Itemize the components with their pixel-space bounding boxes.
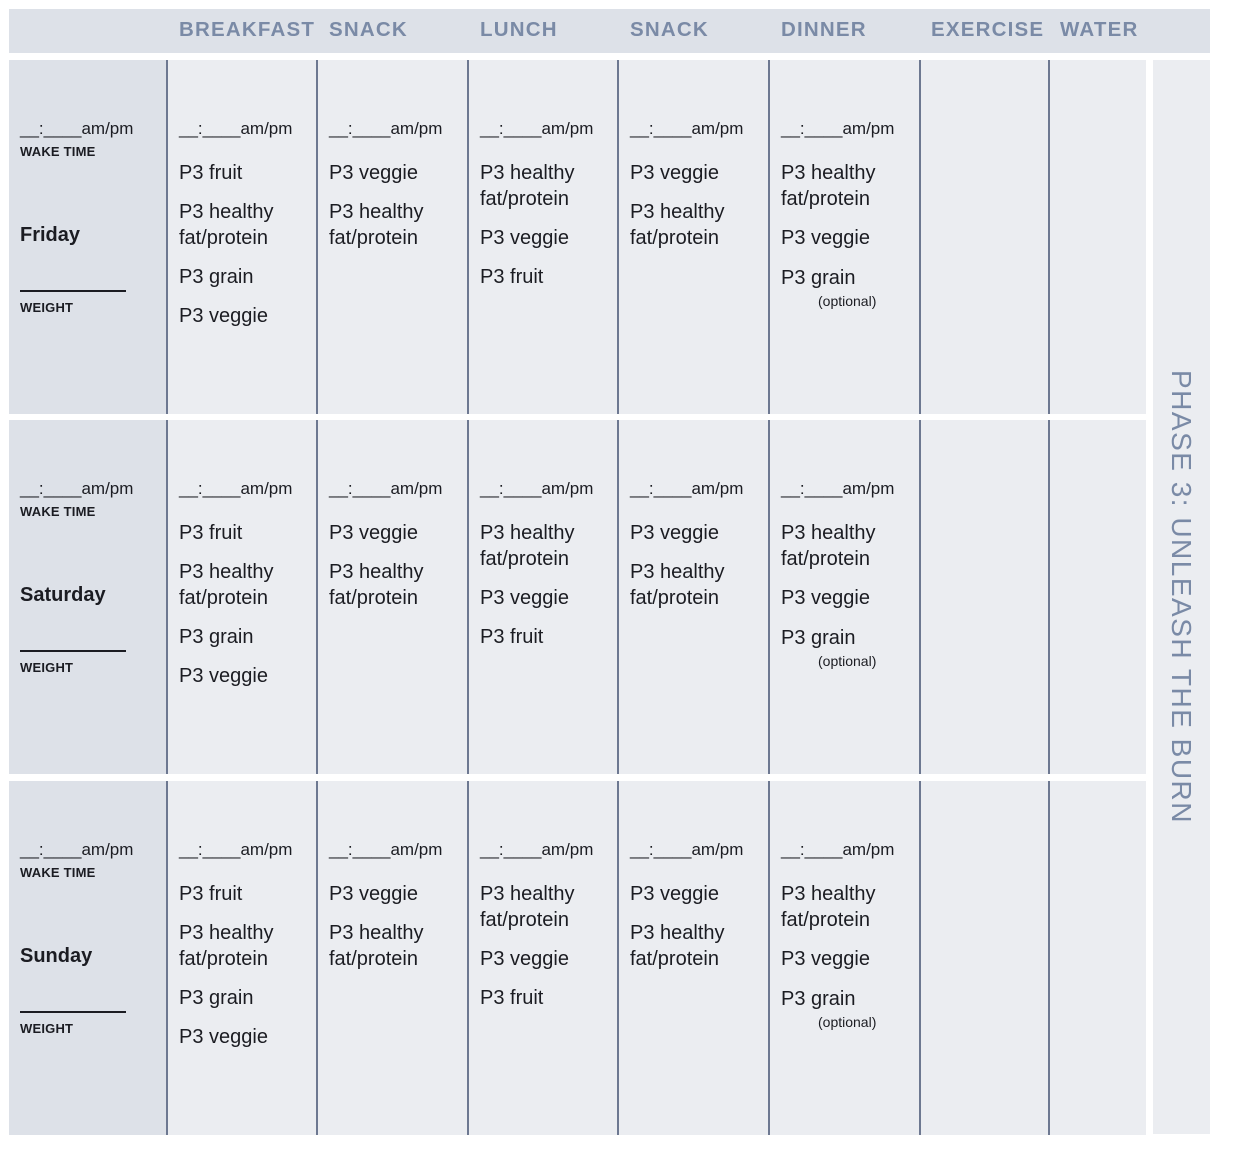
weight-field[interactable] bbox=[20, 650, 126, 652]
meal-item: P3 healthy bbox=[329, 201, 424, 223]
wake-time-field[interactable]: __:____am/pm bbox=[20, 840, 134, 859]
column-divider bbox=[1048, 781, 1050, 1135]
meal-item: P3 fruit bbox=[480, 266, 544, 288]
phase-label: PHASE 3: UNLEASH THE BURN bbox=[1166, 370, 1197, 824]
header-snack-1: SNACK bbox=[329, 18, 408, 41]
column-divider bbox=[617, 420, 619, 774]
header-exercise: EXERCISE bbox=[931, 18, 1045, 41]
meal-time-field[interactable]: __:____am/pm bbox=[781, 479, 895, 498]
meal-item: P3 grain bbox=[781, 988, 856, 1010]
meal-time-field[interactable]: __:____am/pm bbox=[630, 840, 744, 859]
optional-note: (optional) bbox=[818, 653, 877, 669]
meal-item: P3 veggie bbox=[630, 162, 719, 184]
meal-item: fat/protein bbox=[781, 909, 870, 931]
column-divider bbox=[467, 60, 469, 414]
meal-item: P3 veggie bbox=[781, 587, 870, 609]
meal-time-field[interactable]: __:____am/pm bbox=[329, 119, 443, 138]
day-name: Friday bbox=[20, 224, 81, 246]
meal-item: P3 fruit bbox=[179, 522, 243, 544]
meal-item: P3 grain bbox=[179, 266, 254, 288]
wake-time-field[interactable]: __:____am/pm bbox=[20, 479, 134, 498]
day-name: Sunday bbox=[20, 945, 93, 967]
meal-item: P3 healthy bbox=[781, 162, 876, 184]
meal-item: P3 veggie bbox=[329, 162, 418, 184]
meal-item: P3 healthy bbox=[179, 922, 274, 944]
meal-time-field[interactable]: __:____am/pm bbox=[630, 119, 744, 138]
meal-item: P3 healthy bbox=[480, 883, 575, 905]
meal-item: P3 veggie bbox=[630, 522, 719, 544]
wake-time-label: WAKE TIME bbox=[20, 865, 96, 880]
meal-item: fat/protein bbox=[480, 548, 569, 570]
header-water: WATER bbox=[1060, 18, 1139, 41]
column-divider bbox=[919, 781, 921, 1135]
optional-note: (optional) bbox=[818, 293, 877, 309]
meal-item: P3 grain bbox=[781, 267, 856, 289]
column-divider bbox=[1048, 420, 1050, 774]
meal-item: fat/protein bbox=[179, 227, 268, 249]
meal-item: P3 healthy bbox=[329, 922, 424, 944]
meal-time-field[interactable]: __:____am/pm bbox=[480, 479, 594, 498]
meal-item: P3 veggie bbox=[480, 948, 569, 970]
meal-time-field[interactable]: __:____am/pm bbox=[179, 119, 293, 138]
meal-item: P3 healthy bbox=[630, 561, 725, 583]
column-divider bbox=[166, 60, 168, 414]
meal-item: fat/protein bbox=[630, 948, 719, 970]
meal-item: fat/protein bbox=[781, 188, 870, 210]
header-dinner: DINNER bbox=[781, 18, 867, 41]
meal-time-field[interactable]: __:____am/pm bbox=[329, 479, 443, 498]
meal-time-field[interactable]: __:____am/pm bbox=[329, 840, 443, 859]
meal-item: P3 fruit bbox=[179, 883, 243, 905]
wake-time-field[interactable]: __:____am/pm bbox=[20, 119, 134, 138]
meal-item: fat/protein bbox=[179, 587, 268, 609]
meal-item: P3 fruit bbox=[179, 162, 243, 184]
meal-time-field[interactable]: __:____am/pm bbox=[179, 479, 293, 498]
meal-item: fat/protein bbox=[329, 948, 418, 970]
meal-item: P3 veggie bbox=[179, 1026, 268, 1048]
meal-item: P3 grain bbox=[179, 987, 254, 1009]
meal-item: P3 healthy bbox=[480, 522, 575, 544]
meal-item: P3 veggie bbox=[179, 665, 268, 687]
header-snack-2: SNACK bbox=[630, 18, 709, 41]
column-divider bbox=[166, 781, 168, 1135]
meal-time-field[interactable]: __:____am/pm bbox=[781, 119, 895, 138]
meal-time-field[interactable]: __:____am/pm bbox=[630, 479, 744, 498]
column-divider bbox=[919, 60, 921, 414]
column-divider bbox=[316, 60, 318, 414]
meal-time-field[interactable]: __:____am/pm bbox=[179, 840, 293, 859]
column-divider bbox=[617, 60, 619, 414]
meal-item: P3 healthy bbox=[480, 162, 575, 184]
column-divider bbox=[768, 60, 770, 414]
meal-time-field[interactable]: __:____am/pm bbox=[781, 840, 895, 859]
meal-item: fat/protein bbox=[179, 948, 268, 970]
optional-note: (optional) bbox=[818, 1014, 877, 1030]
meal-item: P3 healthy bbox=[781, 883, 876, 905]
meal-item: fat/protein bbox=[329, 227, 418, 249]
column-divider bbox=[467, 420, 469, 774]
meal-item: P3 fruit bbox=[480, 626, 544, 648]
column-divider bbox=[467, 781, 469, 1135]
meal-item: P3 healthy bbox=[179, 201, 274, 223]
column-divider bbox=[316, 420, 318, 774]
meal-time-field[interactable]: __:____am/pm bbox=[480, 119, 594, 138]
column-divider bbox=[1048, 60, 1050, 414]
meal-item: fat/protein bbox=[480, 909, 569, 931]
meal-item: P3 veggie bbox=[480, 587, 569, 609]
meal-item: P3 fruit bbox=[480, 987, 544, 1009]
column-divider bbox=[768, 781, 770, 1135]
wake-time-label: WAKE TIME bbox=[20, 504, 96, 519]
meal-item: P3 healthy bbox=[781, 522, 876, 544]
meal-item: P3 veggie bbox=[630, 883, 719, 905]
meal-item: P3 veggie bbox=[329, 883, 418, 905]
meal-time-field[interactable]: __:____am/pm bbox=[480, 840, 594, 859]
column-divider bbox=[316, 781, 318, 1135]
header-lunch: LUNCH bbox=[480, 18, 558, 41]
meal-item: P3 veggie bbox=[781, 948, 870, 970]
meal-item: fat/protein bbox=[480, 188, 569, 210]
weight-field[interactable] bbox=[20, 1011, 126, 1013]
weight-field[interactable] bbox=[20, 290, 126, 292]
weight-label: WEIGHT bbox=[20, 660, 74, 675]
column-divider bbox=[617, 781, 619, 1135]
meal-item: P3 healthy bbox=[179, 561, 274, 583]
day-name: Saturday bbox=[20, 584, 106, 606]
meal-item: P3 veggie bbox=[179, 305, 268, 327]
meal-item: P3 healthy bbox=[630, 201, 725, 223]
header-breakfast: BREAKFAST bbox=[179, 18, 316, 41]
column-divider bbox=[919, 420, 921, 774]
meal-item: P3 veggie bbox=[480, 227, 569, 249]
meal-item: fat/protein bbox=[329, 587, 418, 609]
weight-label: WEIGHT bbox=[20, 1021, 74, 1036]
meal-item: fat/protein bbox=[630, 227, 719, 249]
meal-item: P3 healthy bbox=[329, 561, 424, 583]
meal-item: P3 veggie bbox=[781, 227, 870, 249]
column-divider bbox=[768, 420, 770, 774]
meal-item: fat/protein bbox=[630, 587, 719, 609]
meal-item: P3 grain bbox=[179, 626, 254, 648]
meal-item: P3 healthy bbox=[630, 922, 725, 944]
wake-time-label: WAKE TIME bbox=[20, 144, 96, 159]
column-divider bbox=[166, 420, 168, 774]
meal-item: P3 grain bbox=[781, 627, 856, 649]
meal-item: fat/protein bbox=[781, 548, 870, 570]
weight-label: WEIGHT bbox=[20, 300, 74, 315]
meal-item: P3 veggie bbox=[329, 522, 418, 544]
